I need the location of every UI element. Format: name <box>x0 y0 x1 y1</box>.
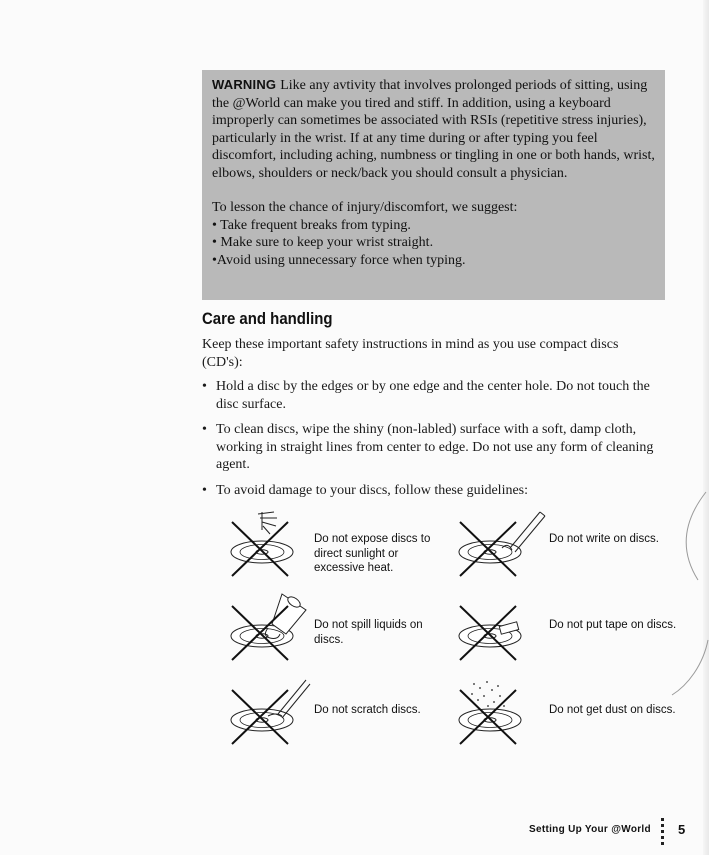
bullet-marker: • <box>202 379 207 394</box>
suggestion-item: • Make sure to keep your wrist straight. <box>212 235 434 250</box>
care-bullet <box>202 378 662 413</box>
page-edge <box>703 0 709 855</box>
guideline-caption: Do not get dust on discs. <box>549 704 676 716</box>
warning-text: Like any avtivity that involves prolonged periods of sitting, using the @World can make you tired and stiff. In addition, using a keyboard improperly can sometimes be associated with RSIs (repetitive stress injuries), particularly in the wrist. If at any time during or after typing you feel discomfort, including aching, numbness or tingling in one or both hands, wrist, elbows, shoulders or neck/back you should consult a physician. <box>212 78 655 181</box>
suggestion-item: •Avoid using unnecessary force when typing. <box>212 252 466 268</box>
care-bullet-text: Hold a disc by the edges or by one edge and the center hole. Do not touch the disc surface. <box>216 379 650 412</box>
guideline-caption: Do not scratch discs. <box>314 704 421 716</box>
guideline-caption: Do not put tape on discs. <box>549 619 677 631</box>
suggestion-item: • Take frequent breaks from typing. <box>212 217 411 233</box>
guideline-caption: Do not spill liquids on discs. <box>314 619 423 646</box>
warning-label: WARNING <box>212 77 277 92</box>
care-bullet <box>202 482 662 500</box>
tape-disc-icon <box>454 594 544 664</box>
care-bullet <box>202 421 662 474</box>
care-bullet-text: To clean discs, wipe the shiny (non-labled) surface with a soft, damp cloth, working in straight lines from center to edge. Do not use any form of cleaning agent. <box>216 422 654 472</box>
section-heading: Care and handling <box>202 309 333 328</box>
pen-disc-icon <box>454 508 549 580</box>
bullet-marker: • <box>202 422 207 437</box>
suggest-intro: To lesson the chance of injury/discomfort, we suggest: <box>212 200 518 215</box>
footer-divider <box>661 818 664 848</box>
care-bullet-text: To avoid damage to your discs, follow these guidelines: <box>216 482 529 498</box>
guideline-caption: Do not write on discs. <box>549 533 659 545</box>
scratch-disc-icon <box>222 676 312 748</box>
dust-disc-icon <box>454 676 544 748</box>
liquid-disc-icon <box>222 588 312 663</box>
footer-section-title: Setting Up Your @World <box>529 824 651 835</box>
page-number: 5 <box>678 822 686 837</box>
warning-paragraph <box>212 76 656 182</box>
care-bullet-list <box>202 378 662 507</box>
bullet-marker: • <box>202 482 207 498</box>
warning-box <box>202 70 665 300</box>
care-intro: Keep these important safety instructions in mind as you use compact discs (CD's): <box>202 337 619 370</box>
sun-disc-icon <box>222 508 312 580</box>
guideline-caption: Do not expose discs to direct sunlight or excessive heat. <box>314 533 431 574</box>
margin-curve-decoration <box>668 490 709 710</box>
